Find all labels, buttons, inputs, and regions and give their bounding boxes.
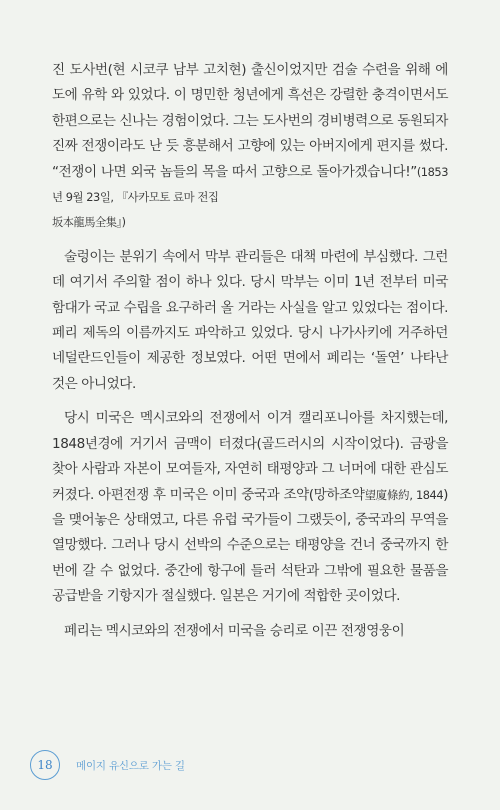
book-title-hanja: 坂本龍馬全集』) [52,216,126,230]
body-text [52,58,448,644]
paragraph-4: 페리는 멕시코와의 전쟁에서 미국을 승리로 이끈 전쟁영웅이 [64,622,405,639]
letter-citation: (1853년 9월 23일, 『사카모토 료마 전집 [52,164,448,205]
page-number: 18 [30,750,60,780]
paragraph-1-text: 진 도사번(현 시코쿠 남부 고치현) 출신이었지만 검술 수련을 위해 에도에 유학 와 있었다. 이 명민한 청년에게 흑선은 강렬한 충격이면서도 한편으로는 신나는 경험이었다. 그는 도사번의 경비병력으로 동원되자 진짜 전쟁이라도 난 듯 흥분해서 고향에 있는 아버지에게 편지를 썼다. “전쟁이 나면 외국 놈들의 목을 따서 고향으로 돌아가겠습니다!” [52,62,448,180]
paragraph-3 [52,406,448,609]
running-title: 메이지 유신으로 가는 길 [76,759,185,772]
paragraph-3-text-a: 당시 미국은 멕시코와의 전쟁에서 이겨 캘리포니아를 차지했는데, 1848년경에 거기서 금맥이 터졌다(골드러시의 시작이었다). 금광을 찾아 사람과 자본이 모여들자, 자연히 태평양과 그 너머에 대한 관심도 커졌다. 아편전쟁 후 미국은 이미 중국과 조약(망하조약 [52,410,448,503]
paragraph-2: 술렁이는 분위기 속에서 막부 관리들은 대책 마련에 부심했다. 그런데 여기서 주의할 점이 하나 있다. 당시 막부는 이미 1년 전부터 미국 함대가 국교 수립을 요구하러 올 거라는 사실을 알고 있었다는 점이다. 페리 제독의 이름까지도 파악하고 있었다. 당시 나가사키에 거주하던 네덜란드인들이 제공한 정보였다. 어떤 면에서 페리는 ‘돌연’ 나타난 것은 아니었다. [52,248,448,392]
treaty-hanja: 望廈條約, 1844 [364,487,444,502]
page-footer [30,748,185,782]
paragraph-3-text-b: )을 맺어놓은 상태였고, 다른 유럽 국가들이 그랬듯이, 중국과의 무역을 열망했다. 그러나 당시 선박의 수준으로는 태평양을 건너 중국까지 한 번에 갈 수 없었다. 중간에 항구에 들러 석탄과 그밖에 필요한 물품을 공급받을 기항지가 절실했다. 일본은 거기에 적합한 곳이었다. [52,486,448,605]
paragraph-1 [52,58,448,236]
